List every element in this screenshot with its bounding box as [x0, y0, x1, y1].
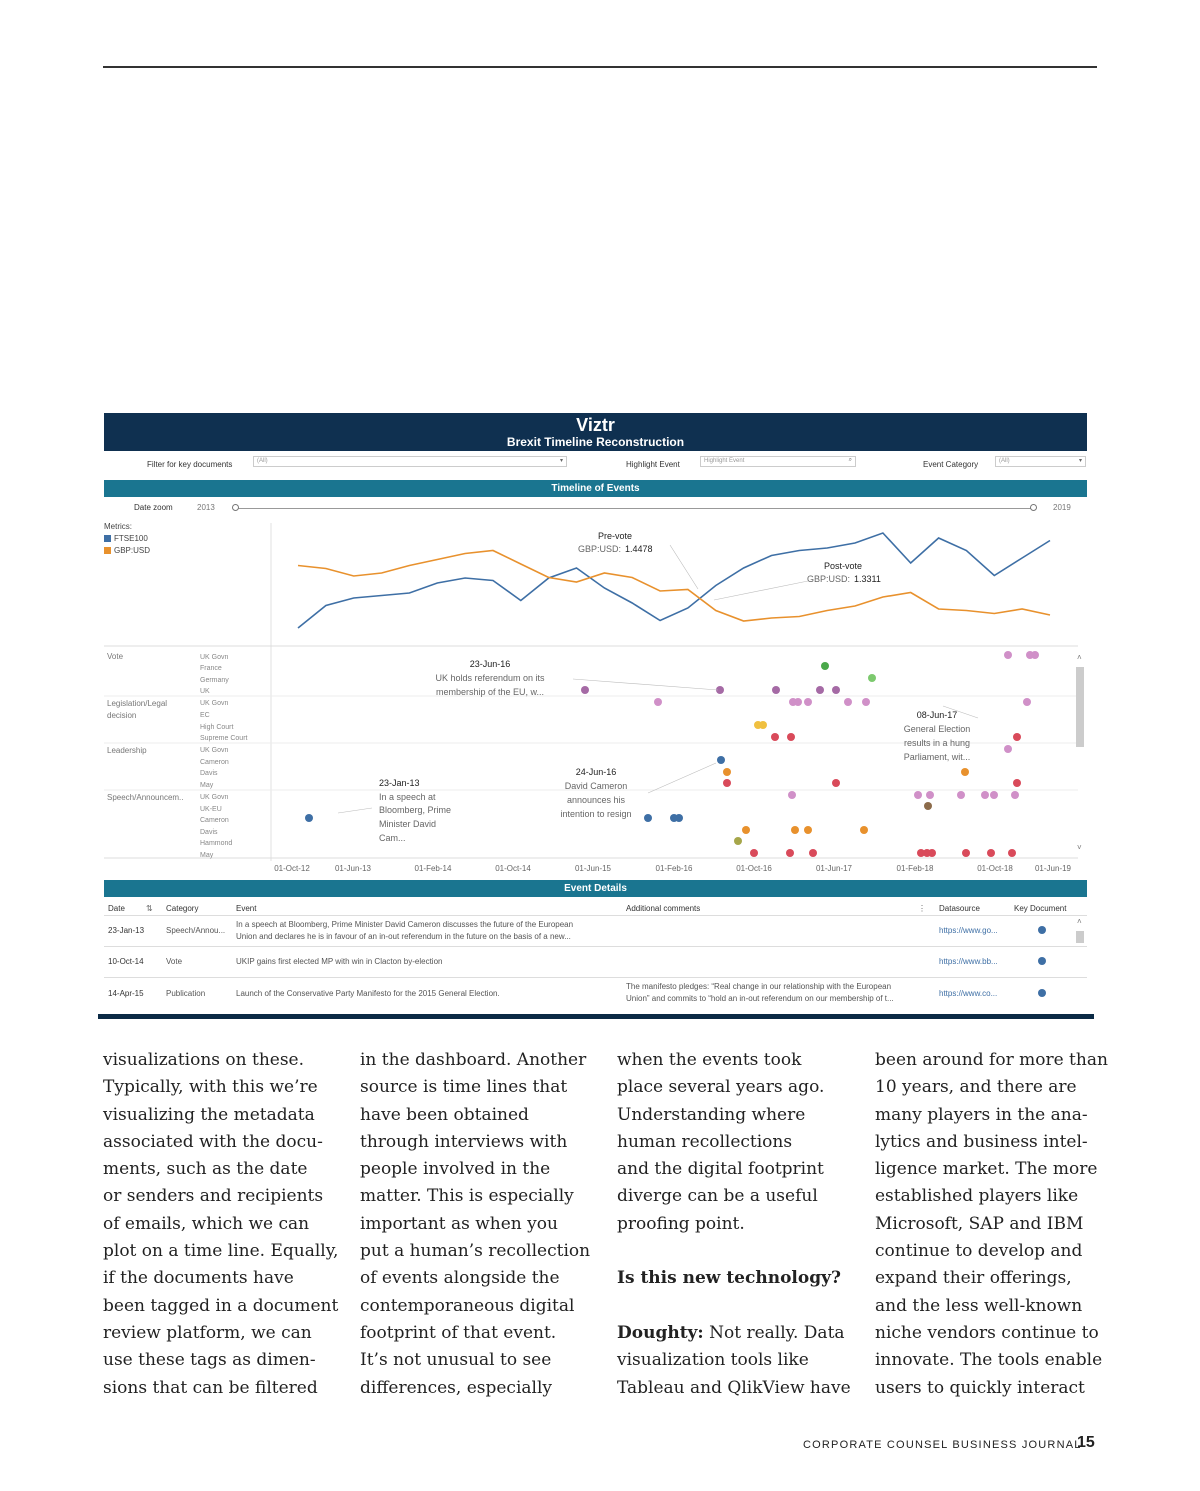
- sub-label: Davis: [200, 770, 218, 777]
- event3-line2: Bloomberg, Prime: [379, 805, 452, 815]
- text-line: established players like: [875, 1186, 1079, 1207]
- event-dot[interactable]: [794, 698, 802, 706]
- event-dot[interactable]: [928, 849, 936, 857]
- event1-date: 23-Jun-16: [469, 659, 511, 669]
- legend-ftse100-label: FTSE100: [114, 534, 148, 543]
- col-key-document[interactable]: Key Document: [1014, 904, 1067, 913]
- date-zoom-start: 2013: [197, 503, 215, 512]
- event-dot[interactable]: [734, 837, 742, 845]
- event-dot[interactable]: [723, 768, 731, 776]
- event-leader: [338, 808, 372, 813]
- row-event: In a speech at Bloomberg, Prime Minister David Cameron discusses the future of the European: [236, 920, 574, 929]
- row-source-link[interactable]: https://www.bb...: [939, 957, 998, 966]
- event-dot[interactable]: [759, 721, 767, 729]
- x-tick: 01-Feb-18: [896, 864, 934, 873]
- text-line: and the digital footprint: [617, 1159, 824, 1180]
- section-heading-text: Is this new technology?: [617, 1268, 841, 1289]
- sub-label: France: [200, 665, 222, 672]
- sub-label: High Court: [200, 724, 234, 731]
- row-source-link[interactable]: https://www.co...: [939, 989, 998, 998]
- text-line: lytics and business intel-: [875, 1131, 1088, 1152]
- event4-date: 24-Jun-16: [575, 767, 617, 777]
- sub-label: UK Govn: [200, 794, 229, 801]
- top-rule: [103, 66, 1097, 68]
- event-dot[interactable]: [926, 791, 934, 799]
- sub-label: Cameron: [200, 817, 229, 824]
- event-dot[interactable]: [1031, 651, 1039, 659]
- dashboard-title: Viztr: [576, 415, 615, 435]
- date-zoom-end: 2019: [1053, 503, 1071, 512]
- legend-gbpusd-label: GBP:USD: [114, 546, 151, 555]
- event-dot[interactable]: [924, 802, 932, 810]
- text-line: been tagged in a document: [103, 1295, 339, 1316]
- col-comments[interactable]: Additional comments: [626, 904, 701, 913]
- row-comment-cont: Union” and commits to “hold an in-out referendum on our membership of t...: [626, 994, 894, 1003]
- search-icon: ⌕: [848, 457, 852, 463]
- metric-lines: [298, 533, 1050, 628]
- event-dot[interactable]: [981, 791, 989, 799]
- text-line: associated with the docu-: [103, 1131, 323, 1152]
- event-dot[interactable]: [809, 849, 817, 857]
- x-tick: 01-Oct-18: [977, 864, 1013, 873]
- event3-line3: Minister David: [379, 819, 437, 829]
- event-dot[interactable]: [305, 814, 313, 822]
- text-line: diverge can be a useful: [617, 1186, 818, 1207]
- text-line: matter. This is especially: [360, 1186, 574, 1207]
- postvote-value: 1.3311: [854, 574, 881, 584]
- sub-label: May: [200, 782, 214, 789]
- x-tick: 01-Feb-16: [655, 864, 693, 873]
- event-dot[interactable]: [987, 849, 995, 857]
- event-dot[interactable]: [868, 674, 876, 682]
- event-dot[interactable]: [717, 756, 725, 764]
- event-dot[interactable]: [787, 733, 795, 741]
- prevote-label: GBP:USD:: [578, 544, 622, 554]
- event-dot[interactable]: [860, 826, 868, 834]
- postvote-leader: [714, 581, 808, 600]
- table-row[interactable]: [104, 977, 1087, 1008]
- event2-line3: Parliament, wit...: [903, 752, 971, 762]
- chevron-down-icon[interactable]: ˅: [1077, 843, 1082, 852]
- event-dot[interactable]: [961, 768, 969, 776]
- sub-label: Davis: [200, 829, 218, 836]
- prevote-leader: [670, 545, 698, 589]
- event4-line3: intention to resign: [560, 809, 632, 819]
- sub-label: UK Govn: [200, 654, 229, 661]
- category-legislation-line2: decision: [107, 711, 137, 720]
- speaker-name: Doughty:: [617, 1322, 704, 1343]
- row-event-cont: Union and declares he is in favour of an in-out referendum in the future on the basis of a new...: [236, 932, 571, 941]
- event-dot[interactable]: [644, 814, 652, 822]
- event3-line4: Cam...: [379, 833, 406, 843]
- text-line: source is time lines that: [360, 1077, 568, 1098]
- article-column-1: [103, 1047, 343, 1402]
- sub-label: EC: [200, 712, 210, 719]
- table-row[interactable]: [104, 915, 1087, 946]
- metrics-label: Metrics:: [104, 522, 132, 531]
- more-icon[interactable]: ⋮: [918, 904, 926, 913]
- row-category: Speech/Annou...: [166, 926, 226, 935]
- sort-icon[interactable]: ⇅: [146, 904, 153, 913]
- event-dot[interactable]: [723, 779, 731, 787]
- event-dot[interactable]: [862, 698, 870, 706]
- paragraph-gap: [617, 1238, 857, 1265]
- highlight-event-placeholder: Highlight Event: [704, 458, 745, 464]
- table-header: [104, 903, 1087, 915]
- article-column-2: [360, 1047, 600, 1402]
- timeline-of-events-bar: Timeline of Events: [104, 480, 1087, 497]
- event-dot[interactable]: [816, 686, 824, 694]
- row-date: 14-Apr-15: [108, 989, 144, 998]
- sub-label: Hammond: [200, 840, 233, 847]
- publication-name: CORPORATE COUNSEL BUSINESS JOURNAL: [803, 1439, 1082, 1451]
- article-column-3: [617, 1047, 857, 1402]
- event-dot[interactable]: [654, 698, 662, 706]
- text-line: have been obtained: [360, 1104, 529, 1125]
- text-line: place several years ago.: [617, 1077, 825, 1098]
- event-dot[interactable]: [1013, 733, 1021, 741]
- x-tick: 01-Jun-19: [1034, 864, 1072, 873]
- event-category-label: Event Category: [923, 460, 979, 469]
- category-legislation: Legislation/Legal: [107, 699, 168, 708]
- event-details-bar: Event Details: [104, 880, 1087, 897]
- event-dot[interactable]: [957, 791, 965, 799]
- timeline-scrollbar[interactable]: [1076, 667, 1084, 747]
- sub-label: Cameron: [200, 759, 229, 766]
- event-dot[interactable]: [772, 686, 780, 694]
- row-event: UKIP gains first elected MP with win in Clacton by-election: [236, 957, 443, 966]
- event-dot[interactable]: [990, 791, 998, 799]
- text-line: review platform, we can: [103, 1322, 312, 1343]
- text-line: or senders and recipients: [103, 1186, 324, 1207]
- text-line: differences, especially: [360, 1377, 553, 1398]
- text-line: of emails, which we can: [103, 1213, 310, 1234]
- table-scrollbar[interactable]: [1076, 931, 1084, 943]
- series-line-ftse100[interactable]: [298, 533, 1050, 628]
- highlight-event-label: Highlight Event: [626, 460, 680, 469]
- text-line: people involved in the: [360, 1159, 551, 1180]
- event-dot[interactable]: [832, 686, 840, 694]
- event-dot[interactable]: [804, 698, 812, 706]
- text-line: footprint of that event.: [360, 1322, 557, 1343]
- x-tick: 01-Oct-16: [736, 864, 772, 873]
- row-category: Vote: [166, 957, 183, 966]
- event4-line2: announces his: [566, 795, 626, 805]
- text-line: and the less well-known: [875, 1295, 1083, 1316]
- text-line: if the documents have: [103, 1268, 294, 1289]
- event-dot[interactable]: [821, 662, 829, 670]
- event4-line1: David Cameron: [564, 781, 628, 791]
- text-line: many players in the ana-: [875, 1104, 1088, 1125]
- text-line: Microsoft, SAP and IBM: [875, 1213, 1084, 1234]
- dashboard-bottom-bar: [98, 1014, 1094, 1019]
- text-line: contemporaneous digital: [360, 1295, 575, 1316]
- event1-line2: membership of the EU, w...: [435, 687, 545, 697]
- viztr-dashboard: [98, 413, 1094, 1019]
- event-category-value: (All): [999, 458, 1010, 464]
- col-category[interactable]: Category: [166, 904, 199, 913]
- text-line: ments, such as the date: [103, 1159, 308, 1180]
- event-dot[interactable]: [1008, 849, 1016, 857]
- text-line: sions that can be filtered: [103, 1377, 318, 1398]
- text-line: 10 years, and there are: [875, 1077, 1077, 1098]
- event2-date: 08-Jun-17: [916, 710, 958, 720]
- chevron-up-icon[interactable]: ˄: [1077, 917, 1082, 926]
- event-dot[interactable]: [1013, 779, 1021, 787]
- text-line: visualization tools like: [617, 1350, 809, 1371]
- event-dot[interactable]: [788, 791, 796, 799]
- x-tick: 01-Oct-12: [274, 864, 310, 873]
- text-line: visualizations on these.: [103, 1050, 305, 1070]
- text-line: of events alongside the: [360, 1268, 560, 1289]
- row-date: 23-Jan-13: [108, 926, 145, 935]
- text-line: been around for more than: [875, 1050, 1108, 1070]
- event2-line1: General Election: [903, 724, 971, 734]
- article-column-4: [875, 1047, 1115, 1402]
- text-line: expand their offerings,: [875, 1268, 1072, 1289]
- chevron-up-icon[interactable]: ˄: [1077, 653, 1082, 662]
- event-leader: [573, 679, 718, 690]
- dashboard-subtitle: Brexit Timeline Reconstruction: [506, 435, 685, 449]
- sub-label: May: [200, 852, 214, 859]
- series-line-gbpusd[interactable]: [298, 551, 1050, 622]
- text-line: visualizing the metadata: [103, 1104, 315, 1125]
- event-dot[interactable]: [914, 791, 922, 799]
- event-dot[interactable]: [675, 814, 683, 822]
- postvote-title: Post-vote: [824, 561, 863, 571]
- category-speech: Speech/Announcem..: [107, 793, 184, 802]
- text-line: when the events took: [617, 1050, 802, 1070]
- x-tick: 01-Jun-17: [815, 864, 853, 873]
- table-row[interactable]: [104, 946, 1087, 977]
- text-line: put a human’s recollection: [360, 1241, 591, 1262]
- x-tick: 01-Jun-13: [334, 864, 372, 873]
- event-dot[interactable]: [832, 779, 840, 787]
- text-line: plot on a time line. Equally,: [103, 1241, 339, 1262]
- event3-line1: In a speech at: [379, 792, 436, 802]
- category-vote: Vote: [107, 652, 124, 661]
- sub-label: UK Govn: [200, 700, 229, 707]
- text-line: niche vendors continue to: [875, 1322, 1099, 1343]
- prevote-title: Pre-vote: [598, 531, 633, 541]
- event-dot[interactable]: [804, 826, 812, 834]
- chevron-down-icon: ▾: [1078, 458, 1082, 464]
- sub-label: UK Govn: [200, 747, 229, 754]
- text-line: important as when you: [360, 1213, 558, 1234]
- event-dot[interactable]: [771, 733, 779, 741]
- text-line: It’s not unusual to see: [360, 1350, 552, 1371]
- sub-label: Supreme Court: [200, 735, 248, 742]
- row-source-link[interactable]: https://www.go...: [939, 926, 998, 935]
- event-dot[interactable]: [791, 826, 799, 834]
- sub-label: UK-EU: [200, 806, 222, 813]
- text-line: [617, 1320, 857, 1347]
- row-event: Launch of the Conservative Party Manifesto for the 2015 General Election.: [236, 989, 500, 998]
- event-dot[interactable]: [742, 826, 750, 834]
- col-event[interactable]: Event: [236, 904, 257, 913]
- postvote-label: GBP:USD:: [807, 574, 851, 584]
- x-tick: 01-Jun-15: [574, 864, 612, 873]
- event-dot[interactable]: [786, 849, 794, 857]
- prevote-value: 1.4478: [625, 544, 653, 554]
- event3-date: 23-Jan-13: [379, 778, 420, 788]
- text-line: Understanding where: [617, 1104, 806, 1125]
- text-line: Typically, with this we’re: [103, 1077, 318, 1098]
- key-documents-value: (All): [257, 458, 268, 464]
- text-line: ligence market. The more: [875, 1159, 1098, 1180]
- text-line: human recollections: [617, 1131, 793, 1152]
- speaker-text: Not really. Data: [703, 1322, 845, 1343]
- text-line: Tableau and QlikView have: [617, 1377, 851, 1398]
- col-datasource[interactable]: Datasource: [939, 904, 980, 913]
- text-line: continue to develop and: [875, 1241, 1083, 1262]
- col-date[interactable]: Date: [108, 904, 125, 913]
- event-dot[interactable]: [962, 849, 970, 857]
- row-comment: The manifesto pledges: “Real change in our relationship with the European: [626, 982, 892, 991]
- row-category: Publication: [166, 989, 206, 998]
- page-number: 15: [1077, 1434, 1095, 1451]
- text-line: users to quickly interact: [875, 1377, 1085, 1398]
- event-dot[interactable]: [1004, 745, 1012, 753]
- section-heading: [617, 1265, 857, 1292]
- text-line: in the dashboard. Another: [360, 1050, 587, 1070]
- text-line: proofing point.: [617, 1213, 745, 1234]
- event-dot[interactable]: [581, 686, 589, 694]
- sub-label: Germany: [200, 677, 229, 684]
- chevron-down-icon: ▾: [559, 458, 563, 464]
- event-dot[interactable]: [1004, 651, 1012, 659]
- category-leadership: Leadership: [107, 746, 147, 755]
- event2-line2: results in a hung: [903, 738, 971, 748]
- x-tick: 01-Oct-14: [495, 864, 531, 873]
- paragraph-gap: [617, 1293, 857, 1320]
- sub-label: UK: [200, 688, 210, 695]
- key-documents-label: Filter for key documents: [147, 460, 233, 469]
- x-tick: 01-Feb-14: [414, 864, 452, 873]
- key-document-dot[interactable]: [1038, 926, 1046, 934]
- x-axis: [274, 864, 1071, 873]
- row-date: 10-Oct-14: [108, 957, 144, 966]
- event1-line1: UK holds referendum on its: [435, 673, 545, 683]
- event-dot[interactable]: [844, 698, 852, 706]
- text-line: through interviews with: [360, 1131, 568, 1152]
- event-dot[interactable]: [1011, 791, 1019, 799]
- text-line: innovate. The tools enable: [875, 1350, 1103, 1371]
- event-dot[interactable]: [1023, 698, 1031, 706]
- key-document-dot[interactable]: [1038, 989, 1046, 997]
- event-dot[interactable]: [750, 849, 758, 857]
- key-document-dot[interactable]: [1038, 957, 1046, 965]
- date-zoom-label: Date zoom: [134, 503, 173, 512]
- event-leader: [648, 763, 716, 793]
- text-line: use these tags as dimen-: [103, 1350, 316, 1371]
